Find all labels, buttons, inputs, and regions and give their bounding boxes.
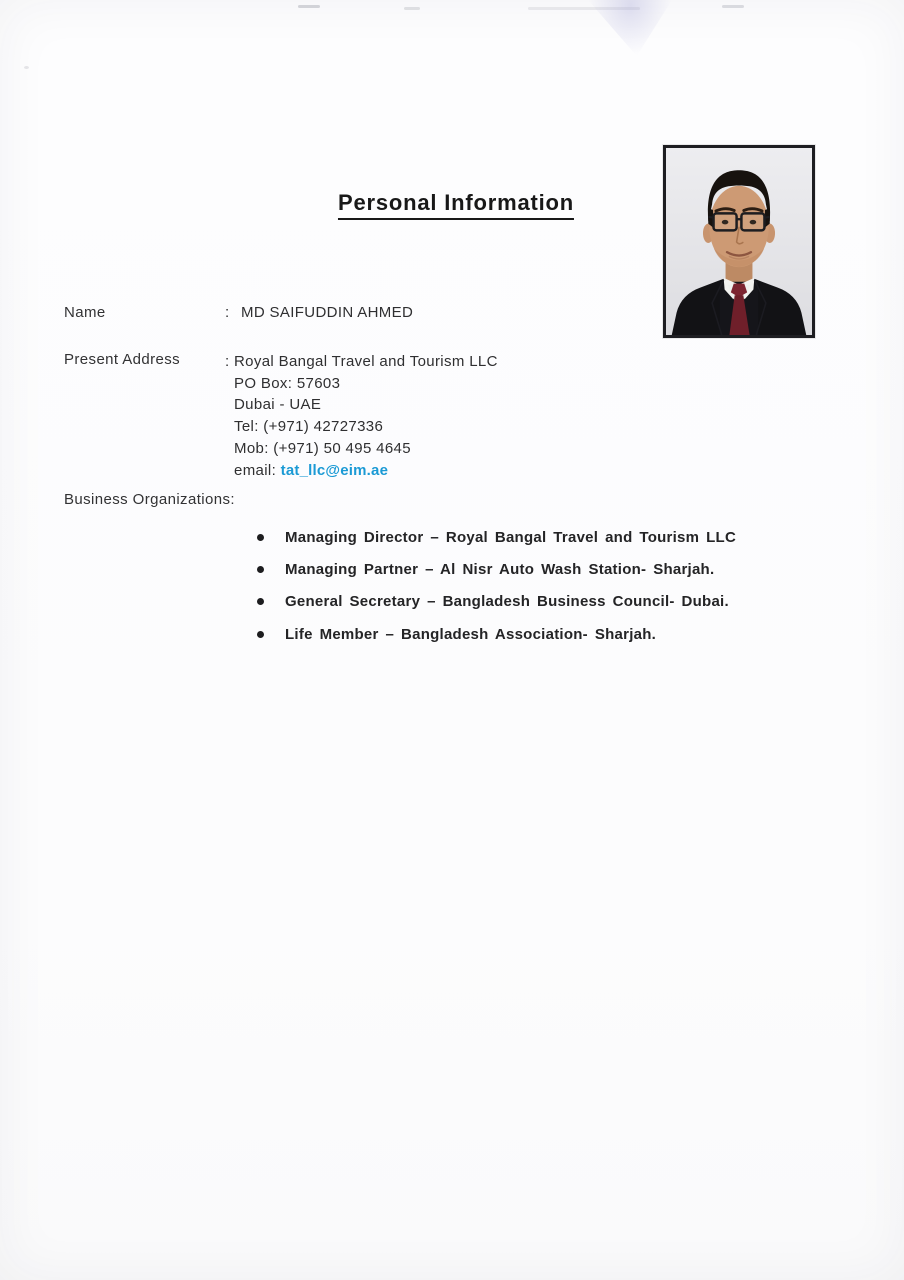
org-item-text: General Secretary – Bangladesh Business Council- Dubai. [285,593,729,611]
present-address-label: Present Address [64,351,181,368]
name-label: Name [64,304,106,321]
list-item [257,593,736,625]
scan-artifact [24,66,29,69]
address-line-city: Dubai - UAE [234,396,322,414]
name-colon: : [225,304,230,321]
list-item [257,626,736,658]
business-organizations-list [257,529,736,658]
org-item-text: Managing Partner – Al Nisr Auto Wash Station- Sharjah. [285,561,715,579]
address-line-company: : Royal Bangal Travel and Tourism LLC [225,351,498,373]
bullet-icon [257,566,264,573]
scan-artifact [404,7,420,10]
scan-artifact [722,5,744,8]
list-item [257,561,736,593]
present-address-block [225,351,498,481]
org-item-text: Life Member – Bangladesh Association- Sharjah. [285,625,657,643]
page-title: Personal Information [338,190,574,220]
address-line-tel: Tel: (+971) 42727336 [234,418,384,436]
bullet-icon [257,534,264,541]
address-line-pobox: PO Box: 57603 [234,374,341,392]
address-line-mobile: Mob: (+971) 50 495 4645 [234,439,411,457]
bullet-icon [257,598,264,605]
name-value: MD SAIFUDDIN AHMED [241,304,414,321]
name-value-row [225,304,413,321]
email-label: email: [234,461,277,479]
scan-artifact [588,0,672,56]
bullet-icon [257,631,264,638]
scan-artifact [298,5,320,8]
business-organizations-label: Business Organizations: [64,491,235,508]
address-line-email [234,460,498,482]
org-item-text: Managing Director – Royal Bangal Travel and Tourism LLC [285,529,737,546]
scan-artifact [528,7,640,10]
email-link[interactable]: tat_llc@eim.ae [280,461,389,479]
address-colon: : [225,353,230,370]
portrait-illustration [666,148,812,335]
portrait-photo [663,145,815,338]
list-item [257,529,736,561]
